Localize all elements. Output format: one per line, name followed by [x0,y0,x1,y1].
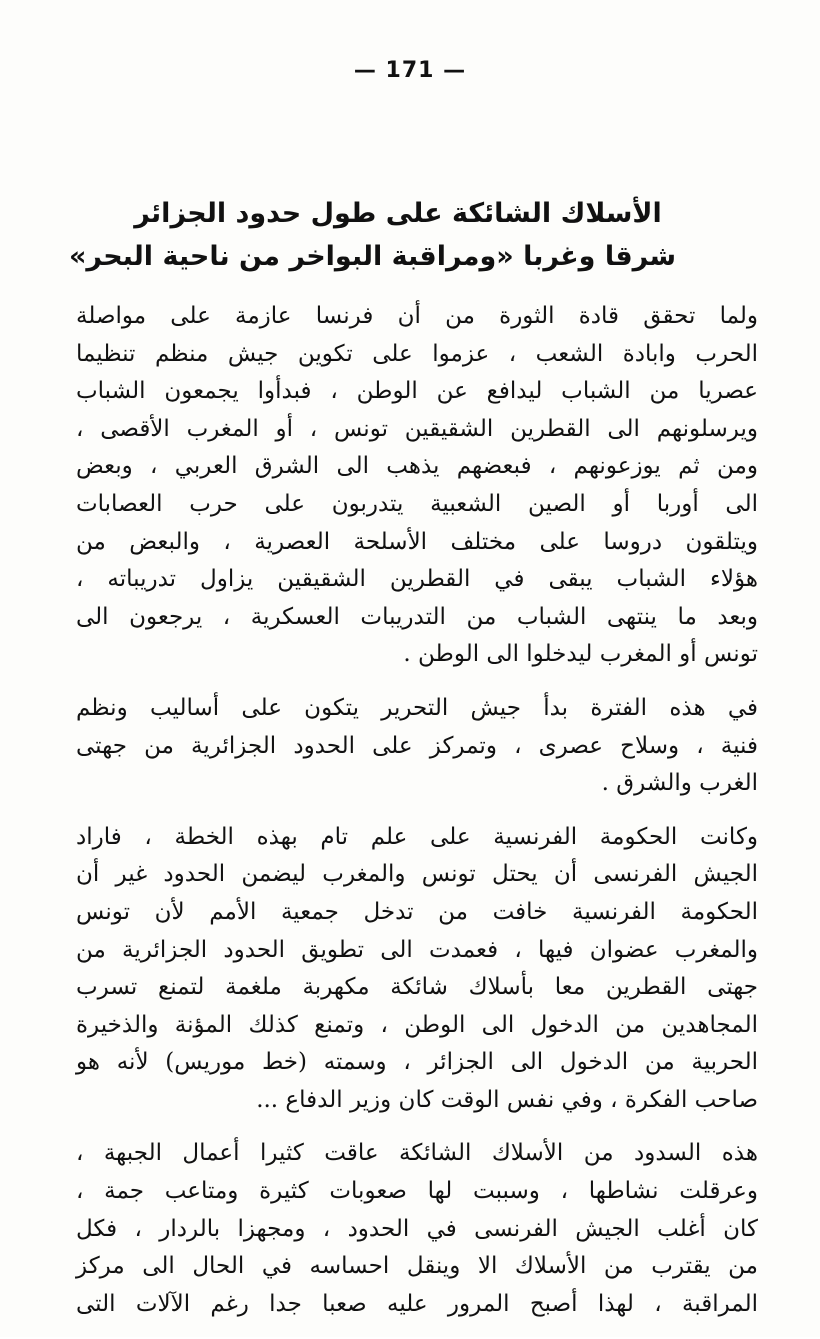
text-line: ويتلقون دروسا على مختلف الأسلحة العصرية ، والبعض من [76,528,758,555]
text-line: تونس أو المغرب ليدخلوا الى الوطن . [403,641,758,668]
text-line: كان أغلب الجيش الفرنسى في الحدود ، ومجهزا بالردار ، فكل [76,1215,758,1242]
text-line: وعرقلت نشاطها ، وسببت لها صعوبات كثيرة ومتاعب جمة ، [76,1178,758,1205]
body-text [76,298,758,1339]
text-line: الحكومة الفرنسية خافت من تدخل جمعية الأمم لأن تونس [76,898,758,925]
text-line: وبعد ما ينتهى الشباب من التدريبات العسكرية ، يرجعون الى [76,603,758,630]
paragraph-2 [76,690,758,803]
text-line: الحربية من الدخول الى الجزائر ، وسمته (خط موريس) لأنه هو [76,1049,758,1076]
text-line: والمغرب عضوان فيها ، فعمدت الى تطويق الحدود الجزائرية من [76,936,758,963]
chapter-title [68,192,676,278]
text-line: من يقترب من الأسلاك الا وينقل احساسه في الحال الى مركز [76,1253,758,1280]
text-line: الحرب وابادة الشعب ، عزموا على تكوين جيش منظم تنظيما [76,340,758,367]
text-line: هذه السدود من الأسلاك الشائكة عاقت كثيرا أعمال الجبهة ، [76,1140,758,1167]
text-line: ولما تحقق قادة الثورة من أن فرنسا عازمة على مواصلة [76,303,758,329]
text-line: المراقبة ، لهذا أصبح المرور عليه صعبا جدا رغم الآلات التى [76,1290,758,1317]
text-line: المجاهدين من الدخول الى الوطن ، وتمنع كذلك المؤنة والذخيرة [76,1011,758,1038]
text-line: وكانت الحكومة الفرنسية على علم تام بهذه الخطة ، فاراد [76,823,758,850]
text-line: الى أوربا أو الصين الشعبية يتدربون على حرب العصابات [76,490,758,517]
text-line: الجيش الفرنسى أن يحتل تونس والمغرب ليضمن الحدود غير أن [76,861,758,888]
text-line: جهتى القطرين معا بأسلاك شائكة مكهربة ملغمة لتمنع تسرب [76,974,758,1001]
paragraph-1 [76,298,758,674]
text-line: صاحب الفكرة ، وفي نفس الوقت كان وزير الدفاع ... [256,1086,758,1113]
chapter-title-line-2: شرقا وغربا «ومراقبة البواخر من ناحية البحر» [68,241,676,272]
text-line: الغرب والشرق . [601,770,758,797]
paragraph-3 [76,819,758,1120]
text-line: في هذه الفترة بدأ جيش التحرير يتكون على أساليب ونظم [76,694,758,721]
chapter-title-line-1: الأسلاك الشائكة على طول حدود الجزائر [134,198,662,229]
text-line: عصريا من الشباب ليدافع عن الوطن ، فبدأوا يجمعون الشباب [76,378,758,405]
page-number: — 171 — [353,58,467,83]
text-line: ومن ثم يوزعونهم ، فبعضهم يذهب الى الشرق العربي ، وبعض [76,453,758,480]
text-line: ويرسلونهم الى القطرين الشقيقين تونس ، أو المغرب الأقصى ، [76,415,758,442]
text-line: فنية ، وسلاح عصرى ، وتمركز على الحدود الجزائرية من جهتى [76,732,758,759]
paragraph-4 [76,1135,758,1323]
text-line: هؤلاء الشباب يبقى في القطرين الشقيقين يزاول تدريباته ، [76,566,758,593]
